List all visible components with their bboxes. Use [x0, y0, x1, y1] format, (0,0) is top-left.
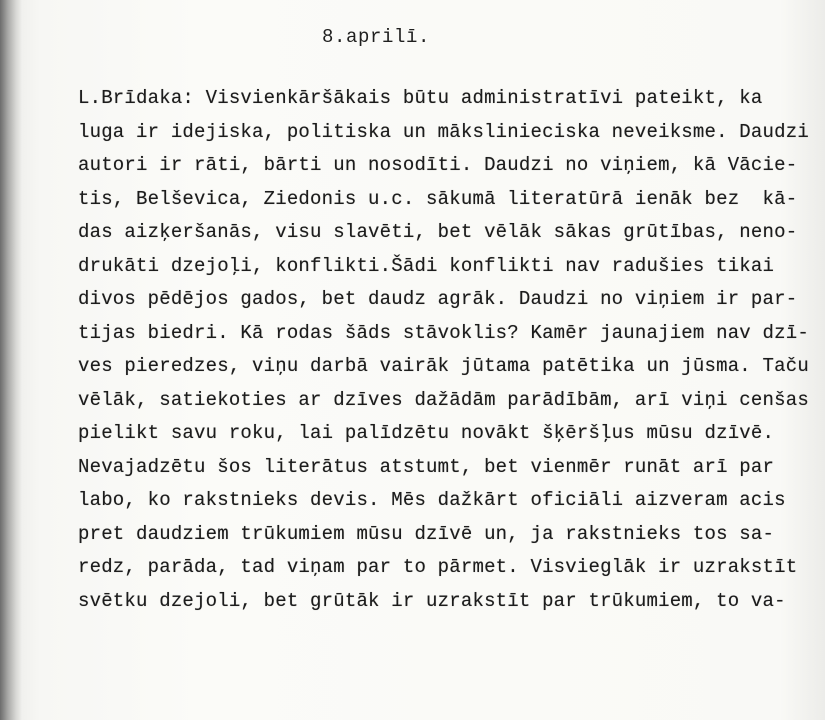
text-line: ves pieredzes, viņu darbā vairāk jūtama patētika un jūsma. Taču	[78, 355, 809, 377]
text-line: pret daudziem trūkumiem mūsu dzīvē un, ja rakstnieks tos sa-	[78, 522, 775, 545]
text-line: autori ir rāti, bārti un nosodīti. Daudzi no viņiem, kā Vācie-	[78, 154, 798, 176]
text-line: drukāti dzejoļi, konflikti.Šādi konflikti nav radušies tikai	[78, 254, 775, 277]
text-line: labo, ko rakstnieks devis. Mēs dažkārt oficiāli aizveram acis	[78, 489, 786, 511]
text-line: tis, Belševica, Ziedonis u.c. sākumā literatūrā ienāk bez kā-	[78, 187, 798, 210]
page-binding-shadow	[0, 0, 22, 720]
text-line: tijas biedri. Kā rodas šāds stāvoklis? Kamēr jaunajiem nav dzī-	[78, 321, 809, 344]
text-line: vēlāk, satiekoties ar dzīves dažādām parādībām, arī viņi cenšas	[78, 388, 809, 411]
text-line: divos pēdējos gados, bet daudz agrāk. Daudzi no viņiem ir par-	[78, 288, 798, 310]
text-line: redz, parāda, tad viņam par to pārmet. Visvieglāk ir uzrakstīt	[78, 556, 798, 578]
text-line: Nevajadzētu šos literātus atstumt, bet vienmēr runāt arī par	[78, 455, 775, 478]
text-line: das aizķeršanās, visu slavēti, bet vēlāk sākas grūtības, neno-	[78, 221, 798, 243]
text-line: pielikt savu roku, lai palīdzētu novākt šķēršļus mūsu dzīvē.	[78, 422, 775, 444]
text-line: luga ir idejiska, politiska un mākslinieciska neveiksme. Daudzi	[78, 120, 809, 143]
body-text	[78, 82, 818, 618]
date-heading: 8.aprilī.	[322, 26, 431, 48]
text-line: svētku dzejoli, bet grūtāk ir uzrakstīt par trūkumiem, to va-	[78, 589, 786, 612]
text-line: L.Brīdaka: Visvienkāršākais būtu administratīvi pateikt, ka	[78, 87, 763, 109]
